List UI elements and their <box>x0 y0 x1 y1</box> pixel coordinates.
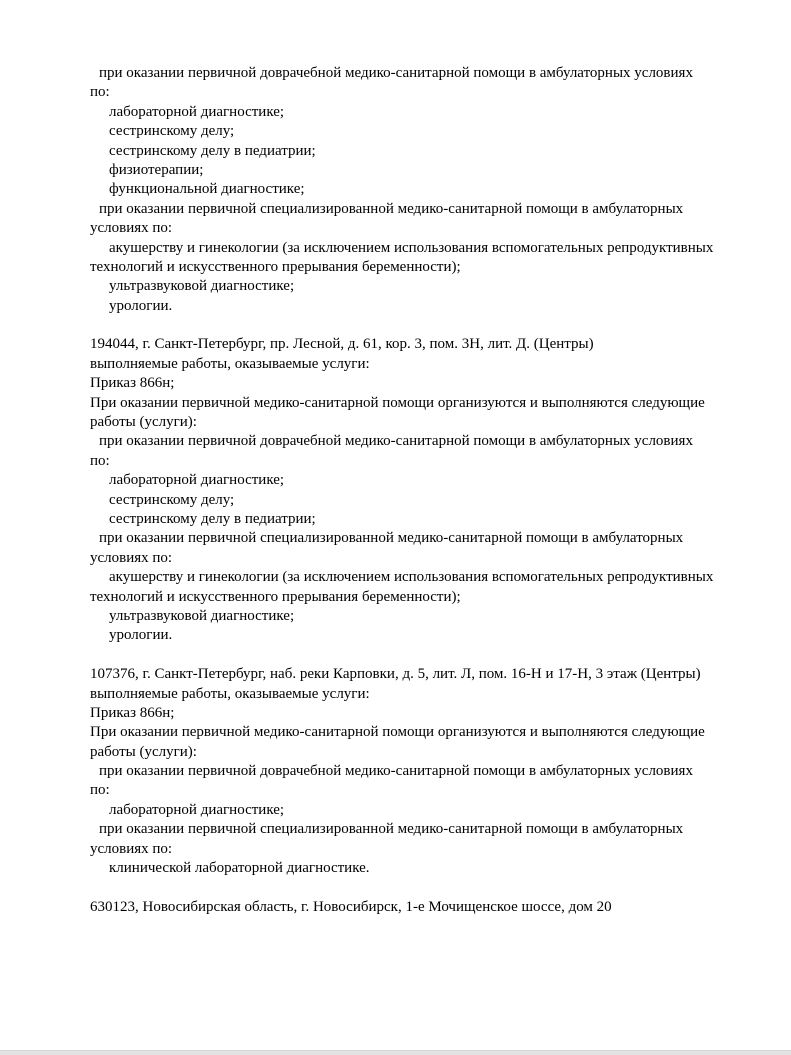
document-line: При оказании первичной медико-санитарной помощи организуются и выполняются следующие <box>90 394 705 411</box>
document-line: работы (услуги): <box>90 743 197 760</box>
document-line: при оказании первичной доврачебной медико-санитарной помощи в амбулаторных условиях <box>99 433 693 450</box>
document-line: условиях по: <box>90 220 173 237</box>
document-line: сестринскому делу; <box>109 123 235 140</box>
document-line: при оказании первичной специализированной медико-санитарной помощи в амбулаторных <box>99 200 684 217</box>
document-line: при оказании первичной специализированной медико-санитарной помощи в амбулаторных <box>99 530 684 547</box>
document-line: технологий и искусственного прерывания беременности); <box>90 588 461 605</box>
document-line: урологии. <box>109 627 173 644</box>
document-line: работы (услуги): <box>90 414 197 431</box>
document-line: выполняемые работы, оказываемые услуги: <box>90 685 370 702</box>
document-line: при оказании первичной специализированной медико-санитарной помощи в амбулаторных <box>99 821 684 838</box>
document-line: акушерству и гинекологии (за исключением использования вспомогательных репродуктивных <box>109 569 714 586</box>
document-line: физиотерапии; <box>109 161 204 178</box>
document-line: 630123, Новосибирская область, г. Новосибирск, 1-е Мочищенское шоссе, дом 20 <box>90 898 612 915</box>
bottom-divider <box>0 1050 791 1055</box>
document-line: по: <box>90 452 110 469</box>
document-line: выполняемые работы, оказываемые услуги: <box>90 355 370 372</box>
document-line: Приказ 866н; <box>90 704 175 721</box>
document-line: ультразвуковой диагностике; <box>109 278 295 295</box>
document-line: условиях по: <box>90 840 173 857</box>
document-line: сестринскому делу в педиатрии; <box>109 510 316 527</box>
document-line: при оказании первичной доврачебной медико-санитарной помощи в амбулаторных условиях <box>99 65 693 81</box>
document-line: при оказании первичной доврачебной медико-санитарной помощи в амбулаторных условиях <box>99 763 693 780</box>
document-line: урологии. <box>109 297 173 314</box>
document-line: сестринскому делу в педиатрии; <box>109 142 316 159</box>
blank-line <box>90 316 761 335</box>
document-line: клинической лабораторной диагностике. <box>109 860 370 877</box>
document-line: лабораторной диагностике; <box>109 103 285 120</box>
document-line: ультразвуковой диагностике; <box>109 607 295 624</box>
document-line: Приказ 866н; <box>90 375 175 392</box>
document-line: технологий и искусственного прерывания беременности); <box>90 258 461 275</box>
blank-line <box>90 646 761 665</box>
document-line: сестринскому делу; <box>109 491 235 508</box>
document-line: лабораторной диагностике; <box>109 801 285 818</box>
document-line: При оказании первичной медико-санитарной помощи организуются и выполняются следующие <box>90 724 705 741</box>
document-lines <box>90 64 761 917</box>
document-line: 107376, г. Санкт-Петербург, наб. реки Карповки, д. 5, лит. Л, пом. 16-Н и 17-Н, 3 этаж (Центры) <box>90 666 701 683</box>
document-line: по: <box>90 84 110 101</box>
blank-line <box>90 878 761 897</box>
document-line: условиях по: <box>90 549 173 566</box>
document-line: функциональной диагностике; <box>109 181 305 198</box>
document-line: по: <box>90 782 110 799</box>
document-line: акушерству и гинекологии (за исключением использования вспомогательных репродуктивных <box>109 239 714 256</box>
document-line: 194044, г. Санкт-Петербург, пр. Лесной, д. 61, кор. 3, пом. 3Н, лит. Д. (Центры) <box>90 336 594 353</box>
document-line: лабораторной диагностике; <box>109 472 285 489</box>
